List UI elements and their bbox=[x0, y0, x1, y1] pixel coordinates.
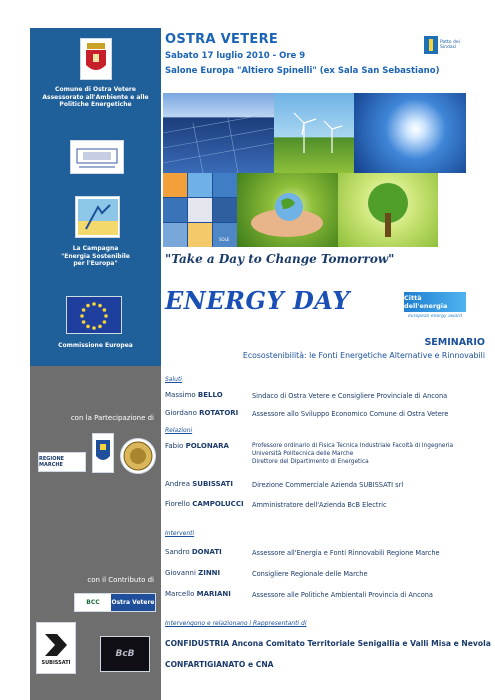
speaker-role: Assessore alle Politiche Ambientali Provincia di Ancona bbox=[252, 591, 433, 599]
provincia-ancona-logo bbox=[92, 433, 114, 473]
bcb-electric-logo: BcB bbox=[100, 636, 150, 672]
speaker-role: Assessore all'Energia e Fonti Rinnovabili Regione Marche bbox=[252, 549, 440, 557]
seminario-subtitle: Ecosostenibilità: le Fonti Energetiche Alternative e Rinnovabili bbox=[242, 351, 485, 360]
contributo-caption: con il Contributo di bbox=[87, 576, 154, 584]
speaker-name: Fabio POLONARA bbox=[165, 442, 229, 450]
speaker-name: Andrea SUBISSATI bbox=[165, 480, 233, 488]
speaker-name: Massimo BELLO bbox=[165, 391, 223, 399]
section-saluti: Saluti bbox=[165, 376, 182, 383]
sun-panels-grid-photo bbox=[163, 173, 237, 247]
section-interventi: Interventi bbox=[165, 530, 195, 537]
eu-flag-logo bbox=[66, 296, 122, 334]
speaker-name: Giordano ROTATORI bbox=[165, 409, 239, 417]
speaker-role: Amministratore dell'Azienda BcB Electric bbox=[252, 501, 387, 509]
campagna-logo bbox=[75, 196, 120, 238]
event-slogan: "Take a Day to Change Tomorrow" bbox=[165, 252, 395, 266]
campagna-caption: La Campagna "Energia Sostenibile per l'Europa" bbox=[61, 245, 130, 267]
provincia-seal-logo bbox=[120, 438, 156, 474]
citta-energia-logo: Città dell'energia european energy award bbox=[404, 292, 466, 328]
comune-crest-logo bbox=[80, 38, 112, 80]
event-location-title: OSTRA VETERE bbox=[165, 32, 279, 47]
hands-globe-photo bbox=[237, 173, 338, 247]
sole-photo-label: SOLE bbox=[219, 237, 230, 242]
speaker-name: Marcello MARIANI bbox=[165, 590, 231, 598]
section-rappresentanti: Intervengono e relazionano i Rappresentanti di bbox=[165, 620, 307, 627]
event-date: Sabato 17 luglio 2010 - Ore 9 bbox=[165, 51, 306, 61]
speaker-name: Fiorello CAMPOLUCCI bbox=[165, 500, 244, 508]
commissione-caption: Commissione Europea bbox=[58, 342, 133, 349]
bcc-ostra-vetere-logo: BCC Ostra Vetere bbox=[74, 593, 156, 612]
speaker-name: Giovanni ZINNI bbox=[165, 569, 221, 577]
speaker-role: Consigliere Regionale delle Marche bbox=[252, 570, 368, 578]
solar-panels-photo bbox=[163, 93, 274, 173]
event-title: ENERGY DAY bbox=[165, 286, 350, 315]
eu-parliament-logo bbox=[70, 140, 124, 174]
partecipazione-caption: con la Partecipazione di bbox=[70, 414, 154, 422]
patto-sindaci-logo: Patto dei Sindaci bbox=[420, 30, 468, 60]
speaker-role: Professore ordinario di Fisica Tecnica Industriale Facoltà di Ingegneria Università Politecnica delle Marche Direttore del Dipartimento di Energetica bbox=[252, 443, 454, 465]
wind-turbines-photo bbox=[274, 93, 354, 173]
section-relazioni: Relazioni bbox=[165, 427, 193, 434]
subissati-logo: SUBISSATI bbox=[36, 622, 76, 674]
speaker-role: Sindaco di Ostra Vetere e Consigliere Provinciale di Ancona bbox=[252, 392, 448, 400]
green-tree-photo bbox=[338, 173, 438, 247]
comune-caption: Comune di Ostra Vetere Assessorato all'Ambiente e alle Politiche Energetiche bbox=[42, 86, 149, 108]
organization-line: CONFARTIGIANATO e CNA bbox=[165, 660, 274, 669]
seminario-heading: SEMINARIO bbox=[424, 337, 485, 348]
speaker-name: Sandro DONATI bbox=[165, 548, 222, 556]
sea-sunset-photo bbox=[354, 93, 466, 173]
event-venue: Salone Europa "Altiero Spinelli" (ex Sala San Sebastiano) bbox=[165, 66, 440, 76]
speaker-role: Direzione Commerciale Azienda SUBISSATI srl bbox=[252, 481, 404, 489]
regione-marche-logo: REGIONE MARCHE bbox=[38, 452, 86, 472]
speaker-role: Assessore allo Sviluppo Economico Comune di Ostra Vetere bbox=[252, 410, 449, 418]
organization-line: CONFIDUSTRIA Ancona Comitato Territoriale Senigallia e Valli Misa e Nevola bbox=[165, 639, 491, 648]
